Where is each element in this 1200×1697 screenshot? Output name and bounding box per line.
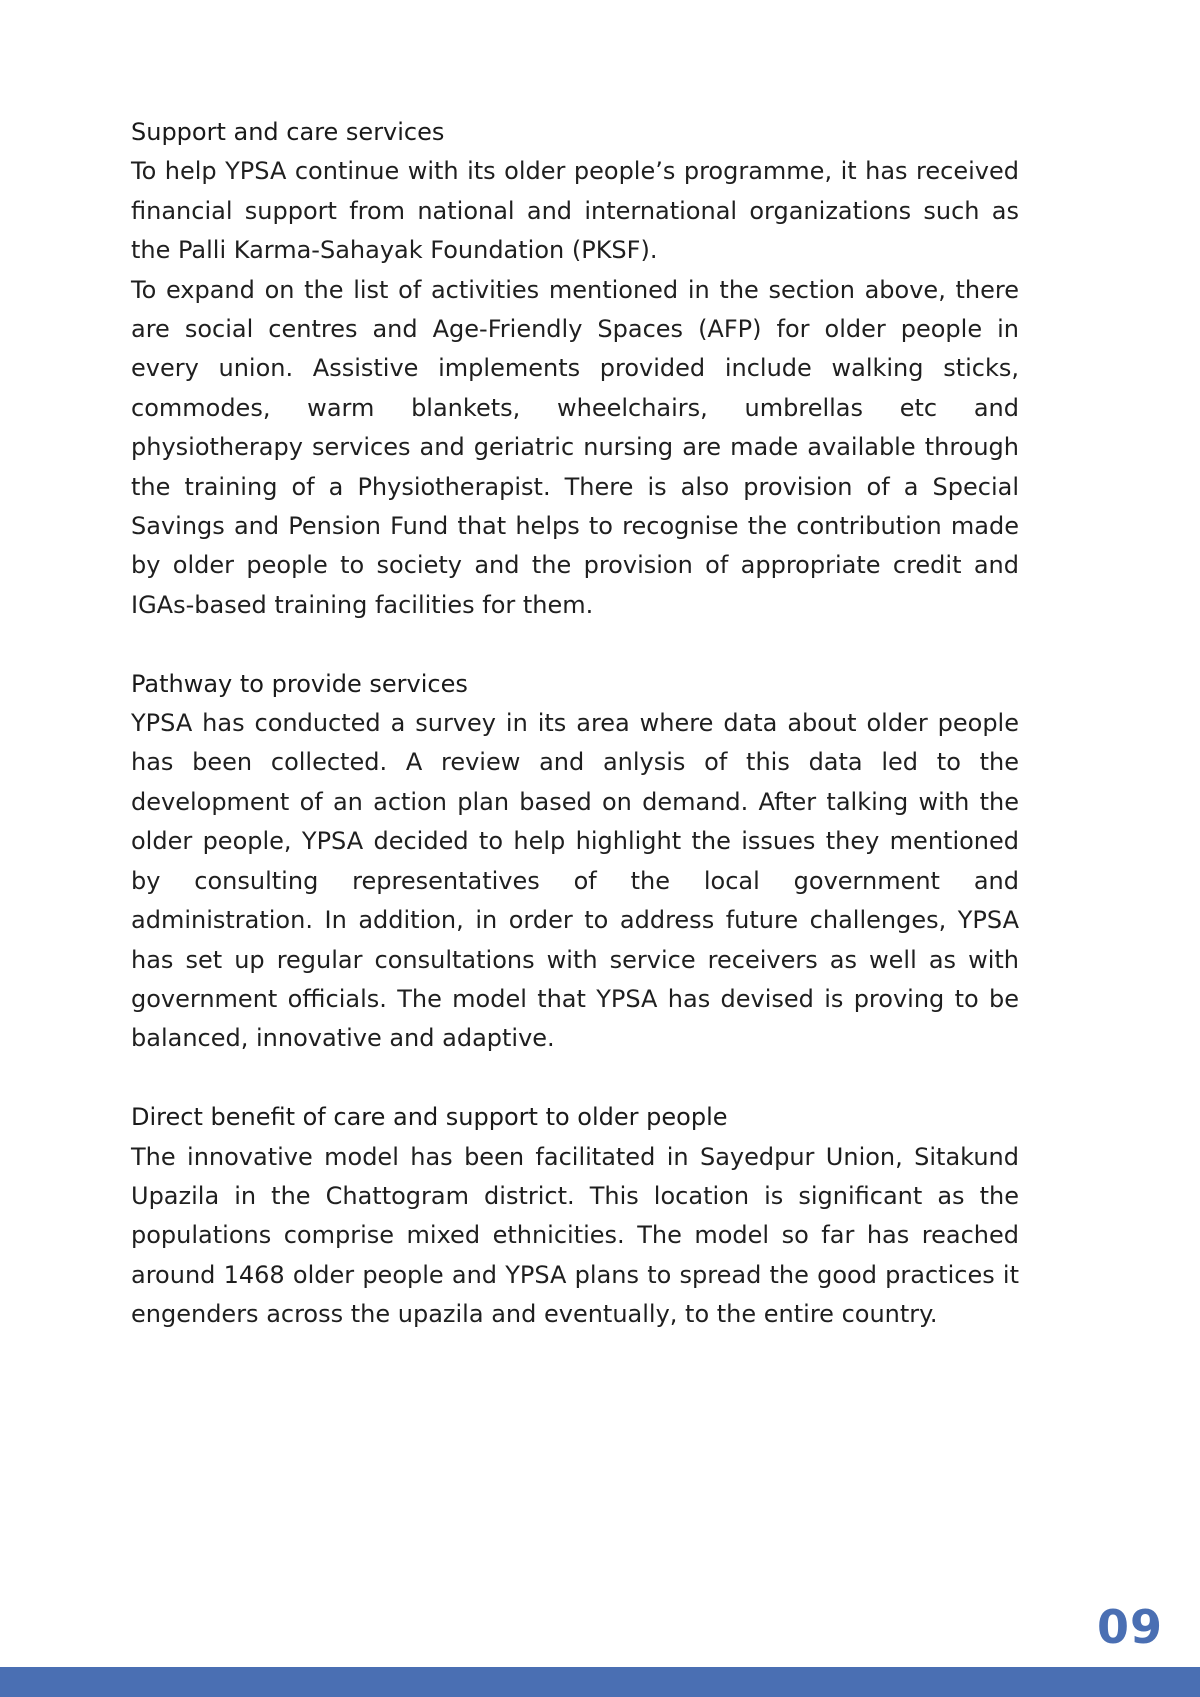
page-number: 09 — [1096, 1600, 1163, 1654]
section-pathway — [131, 665, 1019, 1059]
section-heading: Pathway to provide services — [131, 669, 468, 698]
paragraph: To help YPSA continue with its older people’s programme, it has received financial support from national and international organizations such as the Palli Karma-Sahayak Foundation (PKSF). — [131, 157, 1019, 265]
section-direct-benefit — [131, 1098, 1019, 1334]
section-support-and-care — [131, 113, 1019, 625]
section-heading: Direct benefit of care and support to older people — [131, 1103, 728, 1132]
paragraph: To expand on the list of activities mentioned in the section above, there are social centres and Age-Friendly Spaces (AFP) for older people in every union. Assistive implements provided include walking sticks, commodes, warm blankets, wheelchairs, umbrellas etc and physiotherapy services and geriatric nursing are made available through the training of a Physiotherapist. There is also provision of a Special Savings and Pension Fund that helps to recognise the contribution made by older people to society and the provision of appropriate credit and IGAs-based training facilities for them. — [131, 275, 1019, 619]
document-body — [131, 113, 1019, 1374]
paragraph: The innovative model has been facilitated in Sayedpur Union, Sitakund Upazila in the Chattogram district. This location is significant as the populations comprise mixed ethnicities. The model so far has reached around 1468 older people and YPSA plans to spread the good practices it engenders across the upazila and eventually, to the entire country. — [131, 1142, 1019, 1329]
section-heading: Support and care services — [131, 118, 445, 146]
footer-bar — [0, 1667, 1200, 1697]
paragraph: YPSA has conducted a survey in its area where data about older people has been collected. A review and anlysis of this data led to the development of an action plan based on demand. After talking with the older people, YPSA decided to help highlight the issues they mentioned by consulting representatives of the local government and administration. In addition, in order to address future challenges, YPSA has set up regular consultations with service receivers as well as with government officials. The model that YPSA has devised is proving to be balanced, innovative and adaptive. — [131, 709, 1019, 1053]
